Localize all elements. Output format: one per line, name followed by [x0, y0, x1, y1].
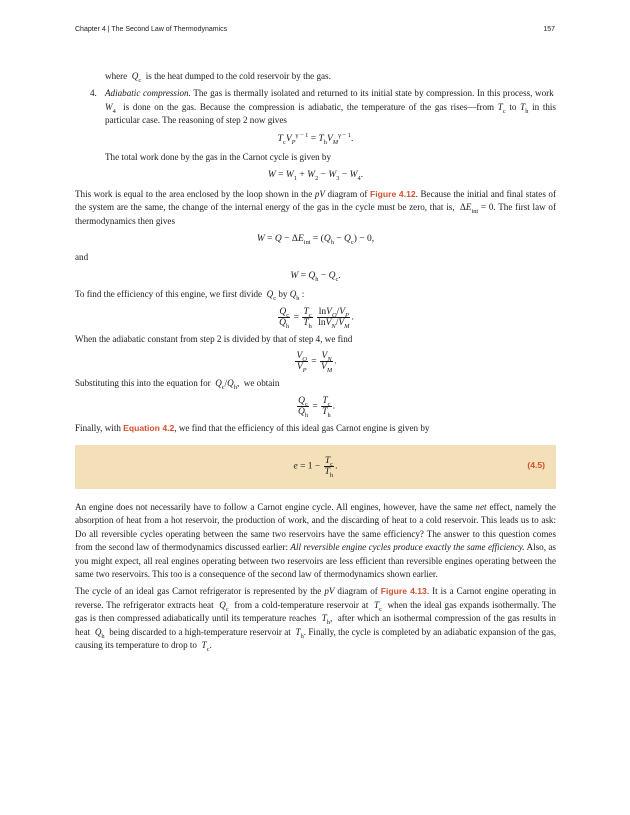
substituting-line: Substituting this into the equation for $Q_c/Q_h$, we obtain: [75, 378, 280, 391]
total-work-line: The total work done by the gas in the Carnot cycle is given by: [105, 152, 332, 163]
equation-box-4-5: [75, 445, 556, 489]
equation-4-2-link[interactable]: Equation 4.2: [123, 422, 175, 433]
and-line: and: [75, 252, 89, 263]
paragraph-engines: An engine does not necessarily have to follow a Carnot engine cycle. All engines, however, have the same net effect, namely the absorption of heat from a hot reservoir, the production of work, and the discarding of heat to a cold reservoir. This leads us to ask: Do all reversible cycles operating between the same two reservoirs have the same efficiency? The answer to this question comes from the second law of thermodynamics discussed earlier: All reversible engine cycles produce exactly the same efficiency. Also, as you might expect, all real engines operating between two reservoirs are less efficient than reversible engines operating between the same two reservoirs. This too is a consequence of the second law of thermodynamics shown earlier.: [75, 501, 556, 579]
page-number: 157: [543, 26, 555, 33]
equation-carnot-efficiency: e = 1 − $\frac{T_c}{T_h}$ .: [293, 455, 338, 479]
equation-adiabatic-step4: $T_cV_P^{\gamma - 1} = T_hV_M^{\gamma - 1}$.: [277, 131, 354, 146]
step-title: Adiabatic compression.: [105, 88, 191, 99]
page-body: [75, 70, 556, 656]
paragraph-refrigerator: The cycle of an ideal gas Carnot refrigerator is represented by the pV diagram of Figure 4.13. It is a Carnot engine operating in reverse. The refrigerator extracts heat $Q_c$ from a cold-temperature reservoir at $T_c$ when the ideal gas expands isothermally. The gas is then compressed adiabatically until its temperature reaches $T_h$, after which an isothermal compression of the gas results in heat $Q_h$ being discarded to a high-temperature reservoir at $T_h$. Finally, the cycle is completed by an adiabatic expansion of the gas, causing its temperature to drop to $T_c$.: [75, 586, 557, 653]
figure-4-12-link[interactable]: Figure 4.12: [370, 188, 416, 199]
adiabatic-constant-line: When the adiabatic constant from step 2 is divided by that of step 4, we find: [75, 333, 353, 344]
equation-heat-ratio-log: $\frac{Q_c}{Q_h}$ = $\frac{T_c}{T_h}$ $\frac{\ln V_Q/V_P}{\ln V_N/V_M}$ .: [279, 306, 354, 330]
equation-total-work: $W = W_1 + W_2 - W_3 - W_4$.: [267, 170, 364, 183]
where-line: where $Q_c$ is the heat dumped to the cold reservoir by the gas.: [105, 71, 331, 84]
equation-volume-ratio: $\frac{V_Q}{V_P}$ = $\frac{V_N}{V_M}$ .: [296, 351, 337, 374]
step-4: 4. Adiabatic compression. The gas is thermally isolated and returned to its initial state by compression. In this process, work $W_4$ is done on the gas. Because the compression is adiabatic, the temperature of the gas rises—from $T_c$ to $T_h$ in this particular case. The reasoning of step 2 now gives: [90, 88, 556, 126]
running-header: Chapter 4 | The Second Law of Thermodynamics: [75, 26, 228, 33]
paragraph-area: This work is equal to the area enclosed by the loop shown in the pV diagram of Figure 4.12. Because the initial and final states of the system are the same, the change of the internal energy of the gas in the cycle must be zero, that is, $\Delta E_{int} = 0$. The first law of thermodynamics then gives: [75, 188, 557, 226]
equation-work: $W = Q_h - Q_c$.: [290, 270, 341, 283]
equation-heat-temp-ratio: $\frac{Q_c}{Q_h}$ = $\frac{T_c}{T_h}$ .: [297, 395, 336, 419]
equation-number: (4.5): [527, 459, 545, 470]
step-number: 4.: [90, 88, 97, 99]
efficiency-line: To find the efficiency of this engine, we first divide $Q_c$ by $Q_h$ :: [75, 289, 305, 303]
equation-first-law: $W = Q - \Delta E_{int} = (Q_h - Q_c) - 0$,: [256, 234, 375, 246]
figure-4-13-link[interactable]: Figure 4.13: [380, 586, 427, 597]
finally-line: Finally, with Equation 4.2, we find that the efficiency of this ideal gas Carnot engine is given by: [75, 422, 430, 433]
